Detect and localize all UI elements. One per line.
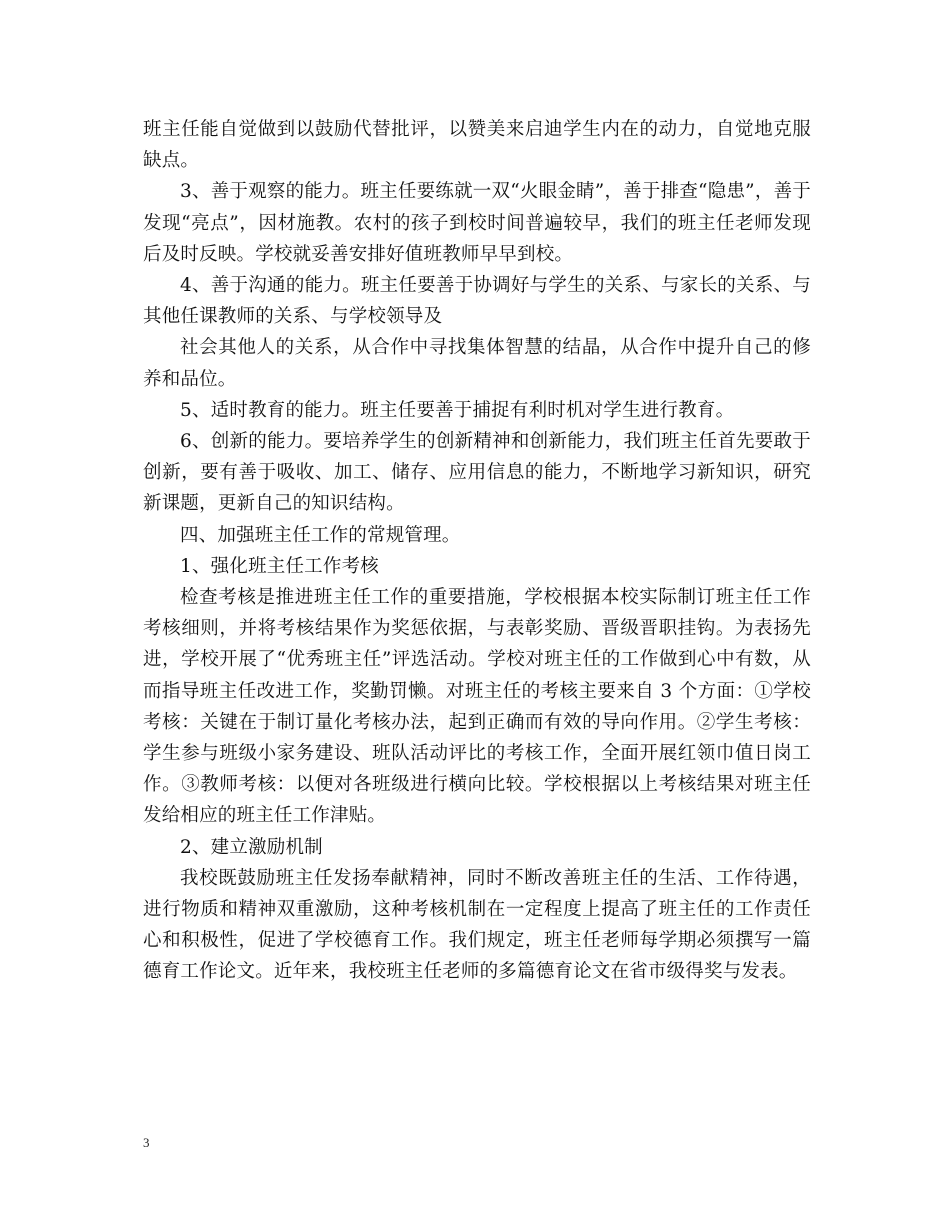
- subsection-heading: 2、建立激励机制: [180, 836, 323, 858]
- subsection-heading: 1、强化班主任工作考核: [180, 555, 379, 577]
- paragraph: 班主任能自觉做到以鼓励代替批评，以赞美来启迪学生内在的动力，自觉地克服缺点。: [143, 119, 811, 172]
- paragraph: 3、善于观察的能力。班主任要练就一双“火眼金睛”，善于排查“隐患”，善于发现“亮点”，因材施教。农村的孩子到校时间普遍较早，我们的班主任老师发现后及时反映。学校就妥善安排好值班教师早早到校。: [143, 181, 811, 265]
- paragraph: 社会其他人的关系，从合作中寻找集体智慧的结晶，从合作中提升自己的修养和品位。: [143, 337, 811, 390]
- section-heading: 四、加强班主任工作的常规管理。: [180, 524, 461, 546]
- paragraph: 我校既鼓励班主任发扬奉献精神，同时不断改善班主任的生活、工作待遇，进行物质和精神双重激励，这种考核机制在一定程度上提高了班主任的工作责任心和积极性，促进了学校德育工作。我们规定，班主任老师每学期必须撰写一篇德育工作论文。近年来，我校班主任老师的多篇德育论文在省市级得奖与发表。: [143, 867, 811, 983]
- page-number: 3: [143, 1135, 150, 1150]
- paragraph: 6、创新的能力。要培养学生的创新精神和创新能力，我们班主任首先要敢于创新，要有善于吸收、加工、储存、应用信息的能力，不断地学习新知识，研究新课题，更新自己的知识结构。: [143, 431, 811, 515]
- paragraph: 4、善于沟通的能力。班主任要善于协调好与学生的关系、与家长的关系、与其他任课教师的关系、与学校领导及: [143, 275, 811, 328]
- paragraph: 检查考核是推进班主任工作的重要措施，学校根据本校实际制订班主任工作考核细则，并将考核结果作为奖惩依据，与表彰奖励、晋级晋职挂钩。为表扬先进，学校开展了“优秀班主任”评选活动。学校对班主任的工作做到心中有数，从而指导班主任改进工作，奖勤罚懒。对班主任的考核主要来自 3 个方面：①学校考核：关键在于制订量化考核办法，起到正确而有效的导向作用。②学生考核：学生参与班级小家务建设、班队活动评比的考核工作，全面开展红领巾值日岗工作。③教师考核：以便对各班级进行横向比较。学校根据以上考核结果对班主任发给相应的班主任工作津贴。: [143, 587, 811, 827]
- document-body: [143, 114, 811, 988]
- paragraph: 5、适时教育的能力。班主任要善于捕捉有利时机对学生进行教育。: [180, 399, 735, 421]
